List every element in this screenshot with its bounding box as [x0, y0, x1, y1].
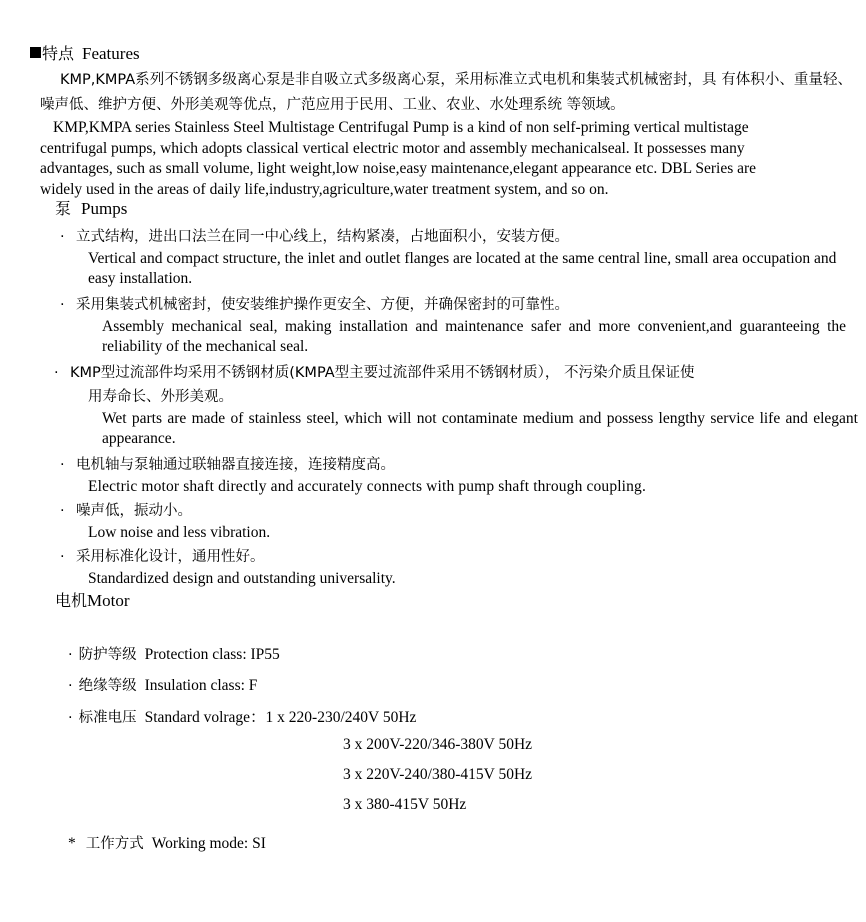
motor-item-en: Insulation class: F [144, 677, 258, 694]
bullet-dot-icon: · [68, 678, 73, 694]
motor-item-cn: 防护等级 [78, 647, 137, 663]
features-intro-cn: KMP,KMPA系列不锈钢多级离心泵是非自吸立式多级离心泵，采用标准立式电机和集装式机械密封，具 有体积小、重量轻、噪声低、维护方便、外形美观等优点，广范应用于民用、工业、农业、水处理系统 等领域。 [40, 72, 852, 113]
pumps-bullet-list [54, 225, 860, 591]
motor-heading [55, 588, 130, 611]
pump-item-cn: 采用标准化设计，通用性好。 [76, 549, 265, 565]
bullet-dot-icon: · [68, 647, 73, 663]
pump-item-cn: KMP型过流部件均采用不锈钢材质(KMPA型主要过流部件采用不锈钢材质）， 不污染介质且保证使 [70, 365, 695, 381]
motor-heading-cn: 电机 [55, 591, 88, 610]
list-item [68, 674, 858, 705]
working-mode-cn: 工作方式 [85, 836, 144, 852]
pump-item-cn: 噪声低，振动小。 [76, 503, 192, 519]
bullet-dot-icon: · [68, 710, 73, 726]
pump-item-en: Wet parts are made of stainless steel, which will not contaminate medium and possess lengthy service life and elegant appearance. [102, 410, 858, 447]
bullet-dot-icon: · [60, 549, 65, 565]
voltage-option-row [68, 736, 858, 766]
voltage-option: 3 x 200V-220/346-380V 50Hz [343, 736, 533, 753]
voltage-option: 3 x 220V-240/380-415V 50Hz [343, 766, 533, 783]
list-item [60, 225, 860, 289]
voltage-option-row [68, 796, 858, 826]
bullet-dot-icon: · [60, 297, 65, 313]
working-mode-row [68, 832, 266, 853]
bullet-dot-icon: · [54, 365, 59, 381]
bullet-dot-icon: · [60, 229, 65, 245]
pump-item-cn-line2: 用寿命长、外形美观。 [88, 389, 233, 405]
list-item [68, 643, 858, 674]
pump-item-en: Low noise and less vibration. [88, 524, 271, 541]
features-heading-en: Features [82, 44, 140, 63]
voltage-option-row [68, 766, 858, 796]
asterisk-icon: * [68, 835, 76, 852]
list-item [60, 545, 860, 589]
features-intro-en: KMP,KMPA series Stainless Steel Multistage Centrifugal Pump is a kind of non self-priming vertical multistage centrifugal pumps, which adopts classical vertical electric motor and assembly mechanicalseal. It possesses many advantages, such as small volume, light weight,low noise,easy maintenance,elegant appearance etc. DBL Series are widely used in the areas of daily life,industry,agriculture,water treatment system, and so on. [40, 119, 757, 198]
motor-spec-list [68, 643, 858, 826]
pump-item-cn: 立式结构，进出口法兰在同一中心线上，结构紧凑，占地面积小，安装方便。 [76, 229, 569, 245]
pump-item-cn: 电机轴与泵轴通过联轴器直接连接，连接精度高。 [76, 457, 395, 473]
pump-item-en: Assembly mechanical seal, making installation and maintenance safer and more convenient,and guaranteeing the reliability of the mechanical seal. [102, 318, 846, 355]
list-item [60, 453, 860, 497]
voltage-option: 3 x 380-415V 50Hz [343, 796, 467, 813]
motor-item-cn: 标准电压 [78, 710, 137, 726]
motor-item-en: Standard volrage：1 x 220-230/240V 50Hz [144, 709, 417, 726]
pumps-heading-en: Pumps [81, 199, 128, 218]
list-item [60, 293, 860, 357]
list-item [54, 361, 860, 449]
bullet-dot-icon: · [60, 503, 65, 519]
pump-item-en: Standardized design and outstanding universality. [88, 570, 396, 587]
pump-item-en: Vertical and compact structure, the inlet and outlet flanges are located at the same central line, small area occupation and easy installation. [88, 250, 837, 287]
pumps-heading-cn: 泵 [55, 199, 72, 218]
working-mode-en: Working mode: SI [151, 835, 266, 852]
list-item [60, 499, 860, 543]
motor-item-en: Protection class: IP55 [144, 646, 280, 663]
bullet-dot-icon: · [60, 457, 65, 473]
pump-item-en: Electric motor shaft directly and accurately connects with pump shaft through coupling. [88, 478, 646, 495]
black-square-icon [30, 47, 41, 58]
features-heading-cn: 特点 [42, 44, 75, 63]
pump-item-cn: 采用集装式机械密封，使安装维护操作更安全、方便，并确保密封的可靠性。 [76, 297, 569, 313]
motor-item-cn: 绝缘等级 [78, 678, 137, 694]
motor-heading-en: Motor [87, 591, 130, 610]
pumps-heading [55, 196, 127, 219]
list-item [68, 705, 858, 736]
features-heading [30, 44, 140, 64]
